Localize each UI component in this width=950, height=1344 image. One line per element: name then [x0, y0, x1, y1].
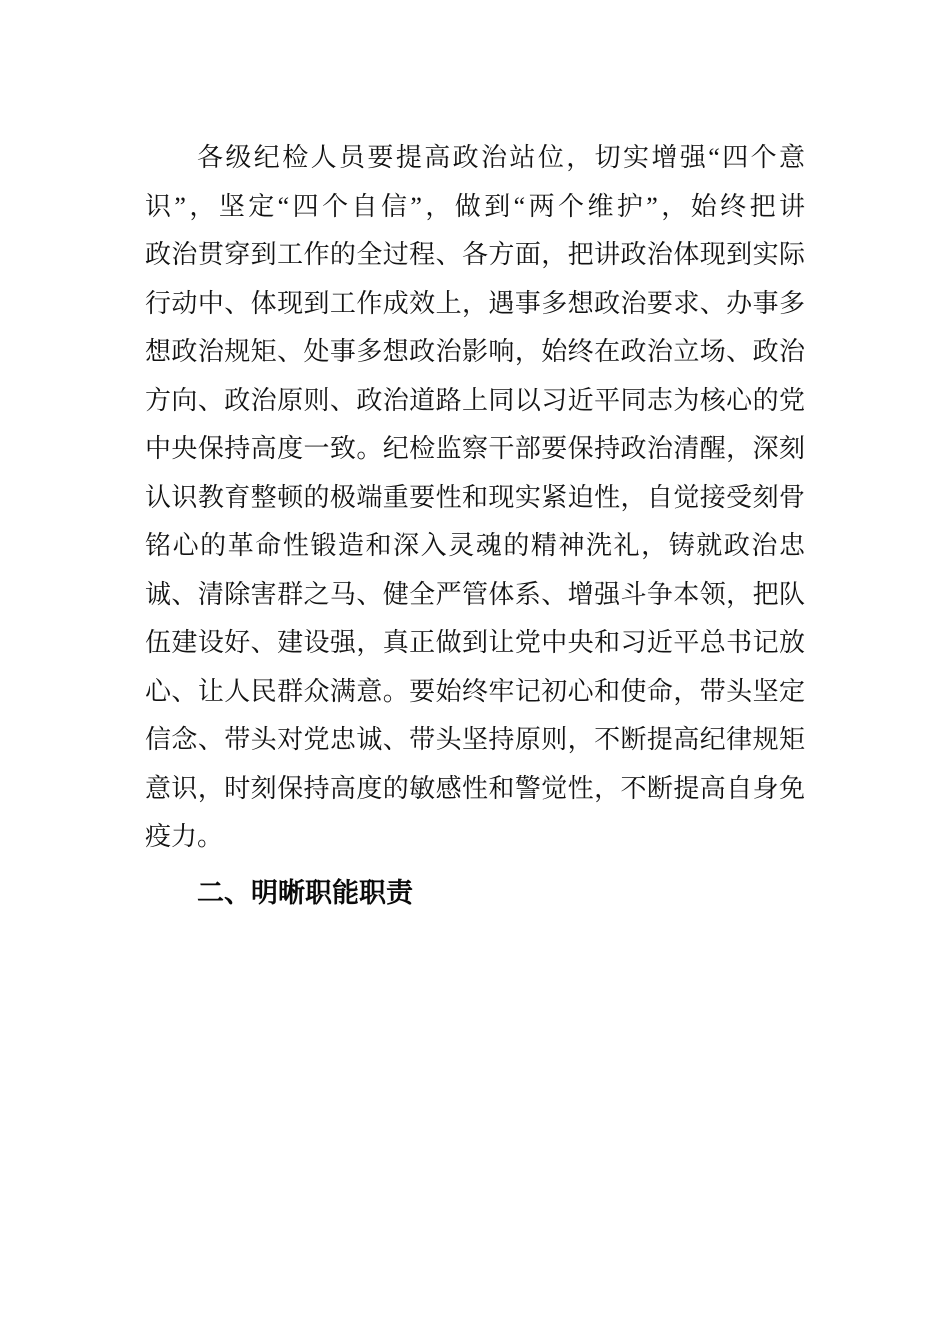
paragraph-line: 信念、带头对党忠诚、带头坚持原则，不断提高纪律规矩 [145, 725, 805, 754]
paragraph-line: 疫力。 [145, 822, 224, 851]
body-paragraph [145, 134, 805, 862]
paragraph-line: 方向、政治原则、政治道路上同以习近平同志为核心的党 [145, 385, 805, 415]
paragraph-line: 伍建设好、建设强，真正做到让党中央和习近平总书记放 [145, 628, 805, 657]
paragraph-line: 政治贯穿到工作的全过程、各方面，把讲政治体现到实际 [145, 240, 805, 269]
paragraph-line: 识”，坚定“四个自信”，做到“两个维护”，始终把讲 [145, 191, 805, 221]
paragraph-line: 心、让人民群众满意。要始终牢记初心和使命，带头坚定 [145, 676, 805, 706]
paragraph-line: 行动中、体现到工作成效上，遇事多想政治要求、办事多 [145, 288, 805, 318]
paragraph-line: 诚、清除害群之马、健全严管体系、增强斗争本领，把队 [145, 579, 805, 609]
paragraph-line: 想政治规矩、处事多想政治影响，始终在政治立场、政治 [145, 337, 805, 366]
paragraph-line: 中央保持高度一致。纪检监察干部要保持政治清醒，深刻 [145, 434, 805, 463]
paragraph-line: 铭心的革命性锻造和深入灵魂的精神洗礼，铸就政治忠 [145, 531, 805, 560]
section-heading: 二、明晰职能职责 [197, 878, 413, 908]
paragraph-line: 各级纪检人员要提高政治站位，切实增强“四个意 [197, 143, 805, 172]
paragraph-line: 意识，时刻保持高度的敏感性和警觉性，不断提高自身免 [145, 773, 805, 803]
paragraph-line: 认识教育整顿的极端重要性和现实紧迫性，自觉接受刻骨 [145, 482, 805, 512]
